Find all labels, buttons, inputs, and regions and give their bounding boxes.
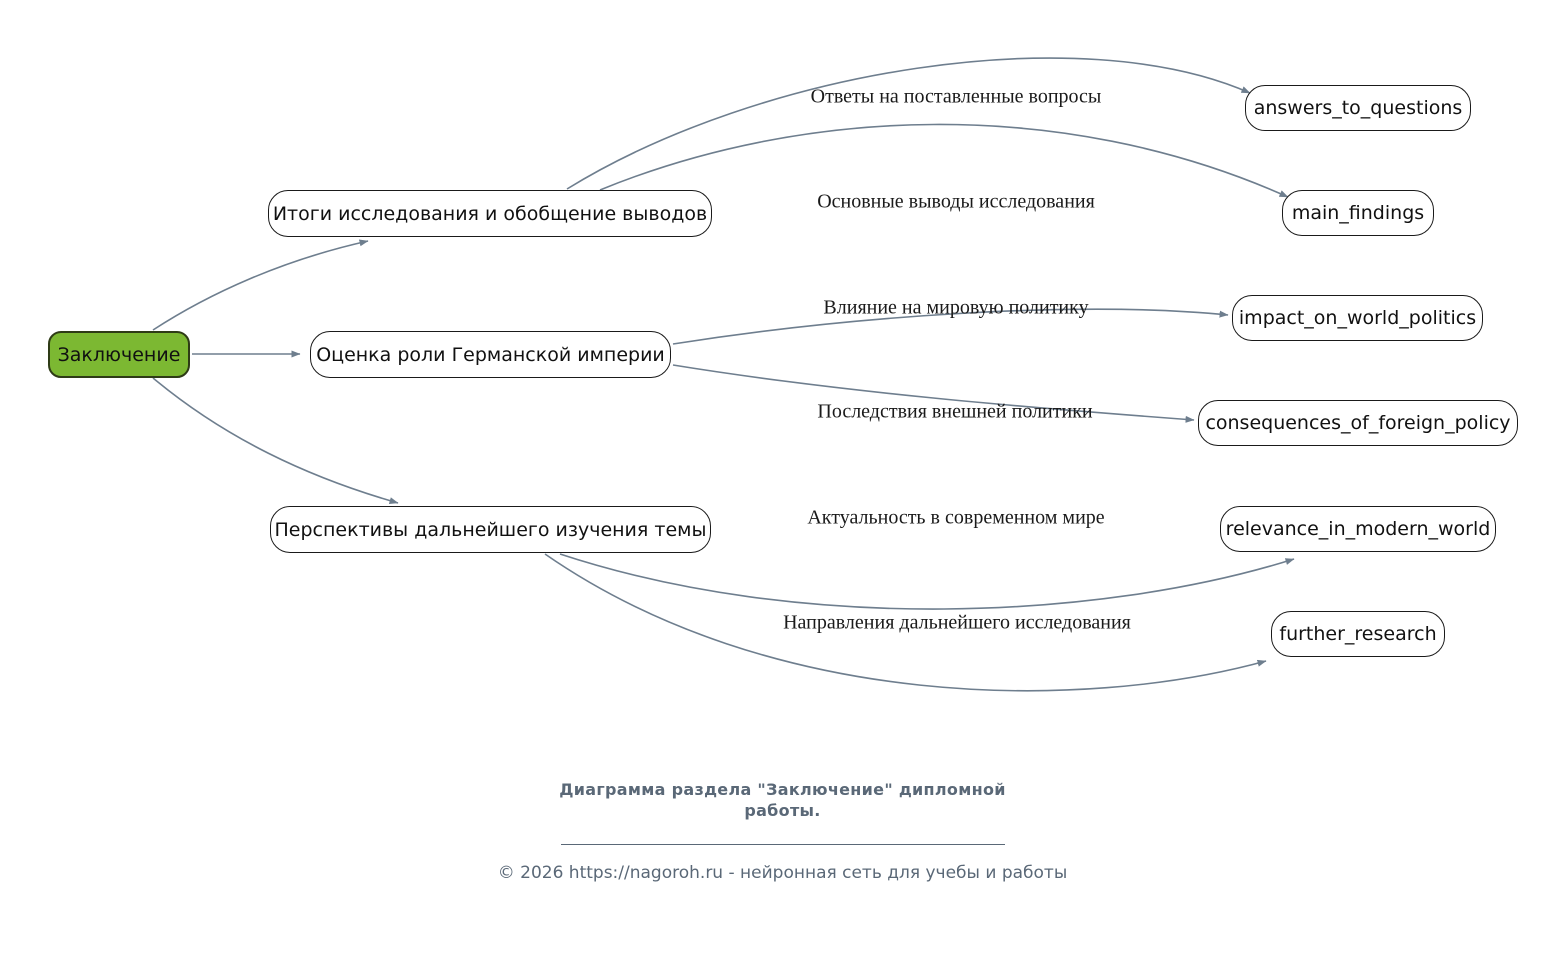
footer [0,780,1565,883]
footer-title [0,780,1565,822]
footer-copyright: © 2026 https://nagoroh.ru - нейронная сеть для учебы и работы [497,862,1068,883]
node-otsenka-roli: Оценка роли Германской империи [310,331,671,378]
node-main-findings: main_findings [1282,190,1434,236]
edge-perspektivy-relevance [560,554,1294,609]
edge-itogi-answers [567,58,1250,189]
node-consequences-of-foreign-policy: consequences_of_foreign_policy [1198,400,1518,446]
footer-title-line1: Диаграмма раздела "Заключение" дипломной [559,780,1006,799]
node-answers-to-questions: answers_to_questions [1245,85,1471,131]
edge-itogi-findings [600,124,1288,197]
edge-label-answers: Ответы на поставленные вопросы [810,85,1102,108]
footer-title-line2: работы. [744,800,821,820]
edge-label-relevance: Актуальность в современном мире [807,506,1105,529]
footer-divider [561,844,1005,845]
edge-label-further: Направления дальнейшего исследования [783,611,1131,634]
node-root-zakljuchenie: Заключение [48,331,190,378]
edge-label-impact: Влияние на мировую политику [823,296,1089,319]
edge-root-itogi [153,241,368,330]
node-impact-on-world-politics: impact_on_world_politics [1232,295,1483,341]
node-relevance-in-modern-world: relevance_in_modern_world [1220,506,1496,552]
edge-root-perspektivy [153,378,398,503]
edge-label-consequences: Последствия внешней политики [817,400,1093,423]
edge-label-findings: Основные выводы исследования [817,190,1095,213]
node-perspektivy: Перспективы дальнейшего изучения темы [270,506,711,553]
node-further-research: further_research [1271,611,1445,657]
node-itogi-issledovaniya: Итоги исследования и обобщение выводов [268,190,712,237]
